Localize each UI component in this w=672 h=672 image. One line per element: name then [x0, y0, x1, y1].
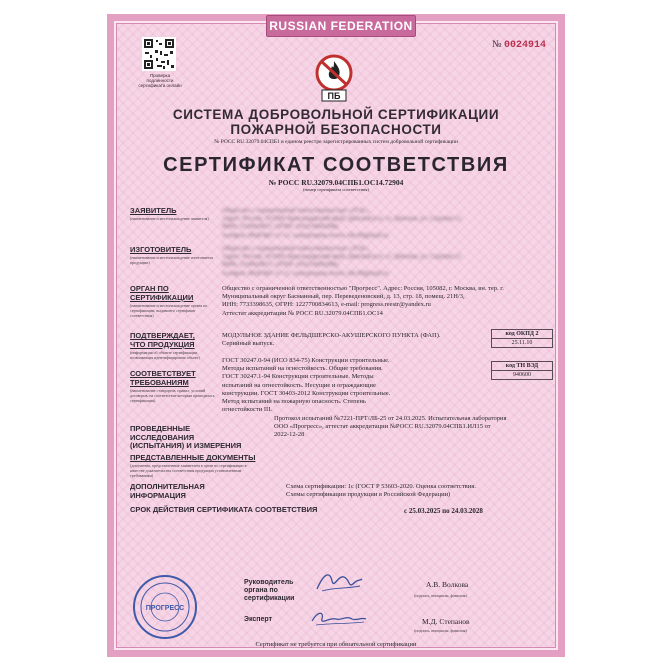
product-value: МОДУЛЬНОЕ ЗДАНИЕ ФЕЛЬДШЕРСКО-АКУШЕРСКОГО ПУНКТА (ФАП). Серийный выпуск. [222, 332, 441, 348]
okpd-code-value: 25.11.10 [511, 340, 533, 346]
qr-code-icon [142, 37, 176, 71]
documents-sublabel: (документы, представленные заявителем в орган по сертификации в качестве доказательства соответствия продукции установленным требованиям) [130, 463, 247, 478]
tnved-code-label: код ТН ВЭД [492, 362, 552, 371]
head-signature-sub: (подпись, инициалы, фамилия) [414, 593, 467, 598]
manufacturer-label: ИЗГОТОВИТЕЛЬ [130, 245, 192, 254]
product-label: ПОДТВЕРЖДАЕТ, ЧТО ПРОДУКЦИЯ [130, 331, 195, 349]
certificate-number-note: (номер сертификата соответствия) [303, 187, 369, 192]
expert-signature-sub: (подпись, инициалы, фамилия) [414, 628, 467, 633]
okpd-code-label: код ОКПД 2 [492, 330, 552, 339]
expert-name: М.Д. Степанов [422, 617, 470, 626]
cert-body-value: Общество с ограниченной ответственностью "Прогресс". Адрес: Россия, 105082, г. Москва, вн. тер. г. Муниципальный округ Басманный, пер. Переведеновский, д. 13, стр. 18, помещ. 21Н/3, ИНН: 7733398635, ОГРН: 1227700834613, e-mail: progress.reestr@yandex.ru Аттестат аккредитации № РОСС RU.32079.04СПБ1.ОС14 [222, 285, 504, 317]
validity-label: СРОК ДЕЙСТВИЯ СЕРТИФИКАТА СООТВЕТСТВИЯ [130, 505, 318, 514]
fire-safety-logo-icon [312, 53, 356, 103]
head-signature-label: Руководитель органа по сертификации [244, 579, 295, 602]
validity-value: с 25.03.2025 по 24.03.2028 [404, 507, 483, 515]
registry-line: № РОСС RU.32079.04СПБ1 в едином реестре зарегистрированных систем добровольной сертификации [214, 139, 458, 145]
compliance-label: СООТВЕТСТВУЕТ ТРЕБОВАНИЯМ [130, 369, 196, 387]
cert-body-label: ОРГАН ПО СЕРТИФИКАЦИИ [130, 284, 194, 302]
country-banner: RUSSIAN FEDERATION [266, 15, 416, 37]
qr-note: Проверка подлинности сертификата онлайн [138, 73, 182, 88]
cert-body-sublabel: (наименование и местонахождение органа по сертификации, выдавшего сертификат соответствия) [130, 303, 208, 318]
tests-label: ПРОВЕДЕННЫЕ ИССЛЕДОВАНИЯ (ИСПЫТАНИЯ) И ИЗМЕРЕНИЯ [130, 424, 242, 450]
serial-number: № 0024914 [491, 39, 546, 51]
head-signature [314, 569, 364, 595]
applicant-value: Общество с ограниченной ответственностью «ТСК», Адрес: Россия, 353200, Краснодарский край, Динской р-н, ст. Динская, ул. Садовая,13, ИНН: 2330029871, ОГРН: 1032330002986, телефон: 8928 881-11-11, электронная почта: tsk-00@mail.ru [222, 207, 463, 239]
additional-label: ДОПОЛНИТЕЛЬНАЯ ИНФОРМАЦИЯ [130, 482, 205, 500]
manufacturer-sublabel: (наименование и местонахождение изготовителя продукции) [130, 255, 214, 265]
expert-signature [310, 607, 368, 629]
certificate-page [107, 14, 565, 657]
tnved-code-box [491, 361, 553, 380]
expert-signature-label: Эксперт [244, 616, 273, 623]
additional-value: Схема сертификации: 1с (ГОСТ Р 53603-2020. Оценка соответствия. Схемы сертификации продукции в Российской Федерации) [286, 483, 476, 499]
compliance-value: ГОСТ 30247.0-94 (ИСО 834-75) Конструкции строительные. Методы испытаний на огнестойкость. Общие требования. ГОСТ 30247.1-94 Конструкции строительные. Методы испытаний на огнестойкость. Несущие и ограждающие конструкции. ГОСТ 30403-2012 Конструкции строительные. Метод испытаний на пожарную опасность. Степень огнестойкости III. [222, 357, 391, 414]
system-title: СИСТЕМА ДОБРОВОЛЬНОЙ СЕРТИФИКАЦИИ ПОЖАРНОЙ БЕЗОПАСНОСТИ [172, 107, 500, 137]
documents-label: ПРЕДСТАВЛЕННЫЕ ДОКУМЕНТЫ [130, 453, 256, 462]
svg-text:ПБ: ПБ [327, 91, 341, 101]
seal-stamp [132, 574, 198, 640]
applicant-label: ЗАЯВИТЕЛЬ [130, 206, 177, 215]
svg-text:ПРОГРЕСС: ПРОГРЕСС [145, 605, 185, 612]
footer-note: Сертификат не требуется при обязательной сертификации [255, 641, 417, 648]
product-sublabel: (информация об объекте сертификации, позволяющая идентифицировать объект) [130, 350, 200, 360]
tests-value: Протокол испытаний №7221-ПРТ/ЛБ-25 от 24.03.2025. Испытательная лаборатория ООО «Прогресс», аттестат аккредитации №РОСС RU.32079.04СПБ1.ИЛ15 от 2022-12-28 [274, 415, 507, 439]
manufacturer-value: Общество с ограниченной ответственностью «ТСК», Адрес: Россия, 353200, Краснодарский край, Динской р-н, ст. Динская, ул. Садовая,13, ИНН: 2330029871, ОГРН: 1032330002986, телефон: 8928 881-11-11, электронная почта: tsk-00@mail.ru [222, 245, 463, 277]
certificate-number: № РОСС RU.32079.04СПБ1.ОС14.72904 [268, 178, 404, 187]
compliance-sublabel: (наименование стандартов, правил, условий договоров, на соответствие которым проводилась сертификация) [130, 388, 215, 403]
applicant-sublabel: (наименование и местонахождение заявителя) [130, 216, 209, 221]
certificate-title: СЕРТИФИКАТ СООТВЕТСТВИЯ [163, 154, 509, 176]
tnved-code-value: 940600 [513, 372, 531, 378]
okpd-code-box [491, 329, 553, 348]
head-name: А.В. Волкова [426, 580, 469, 589]
